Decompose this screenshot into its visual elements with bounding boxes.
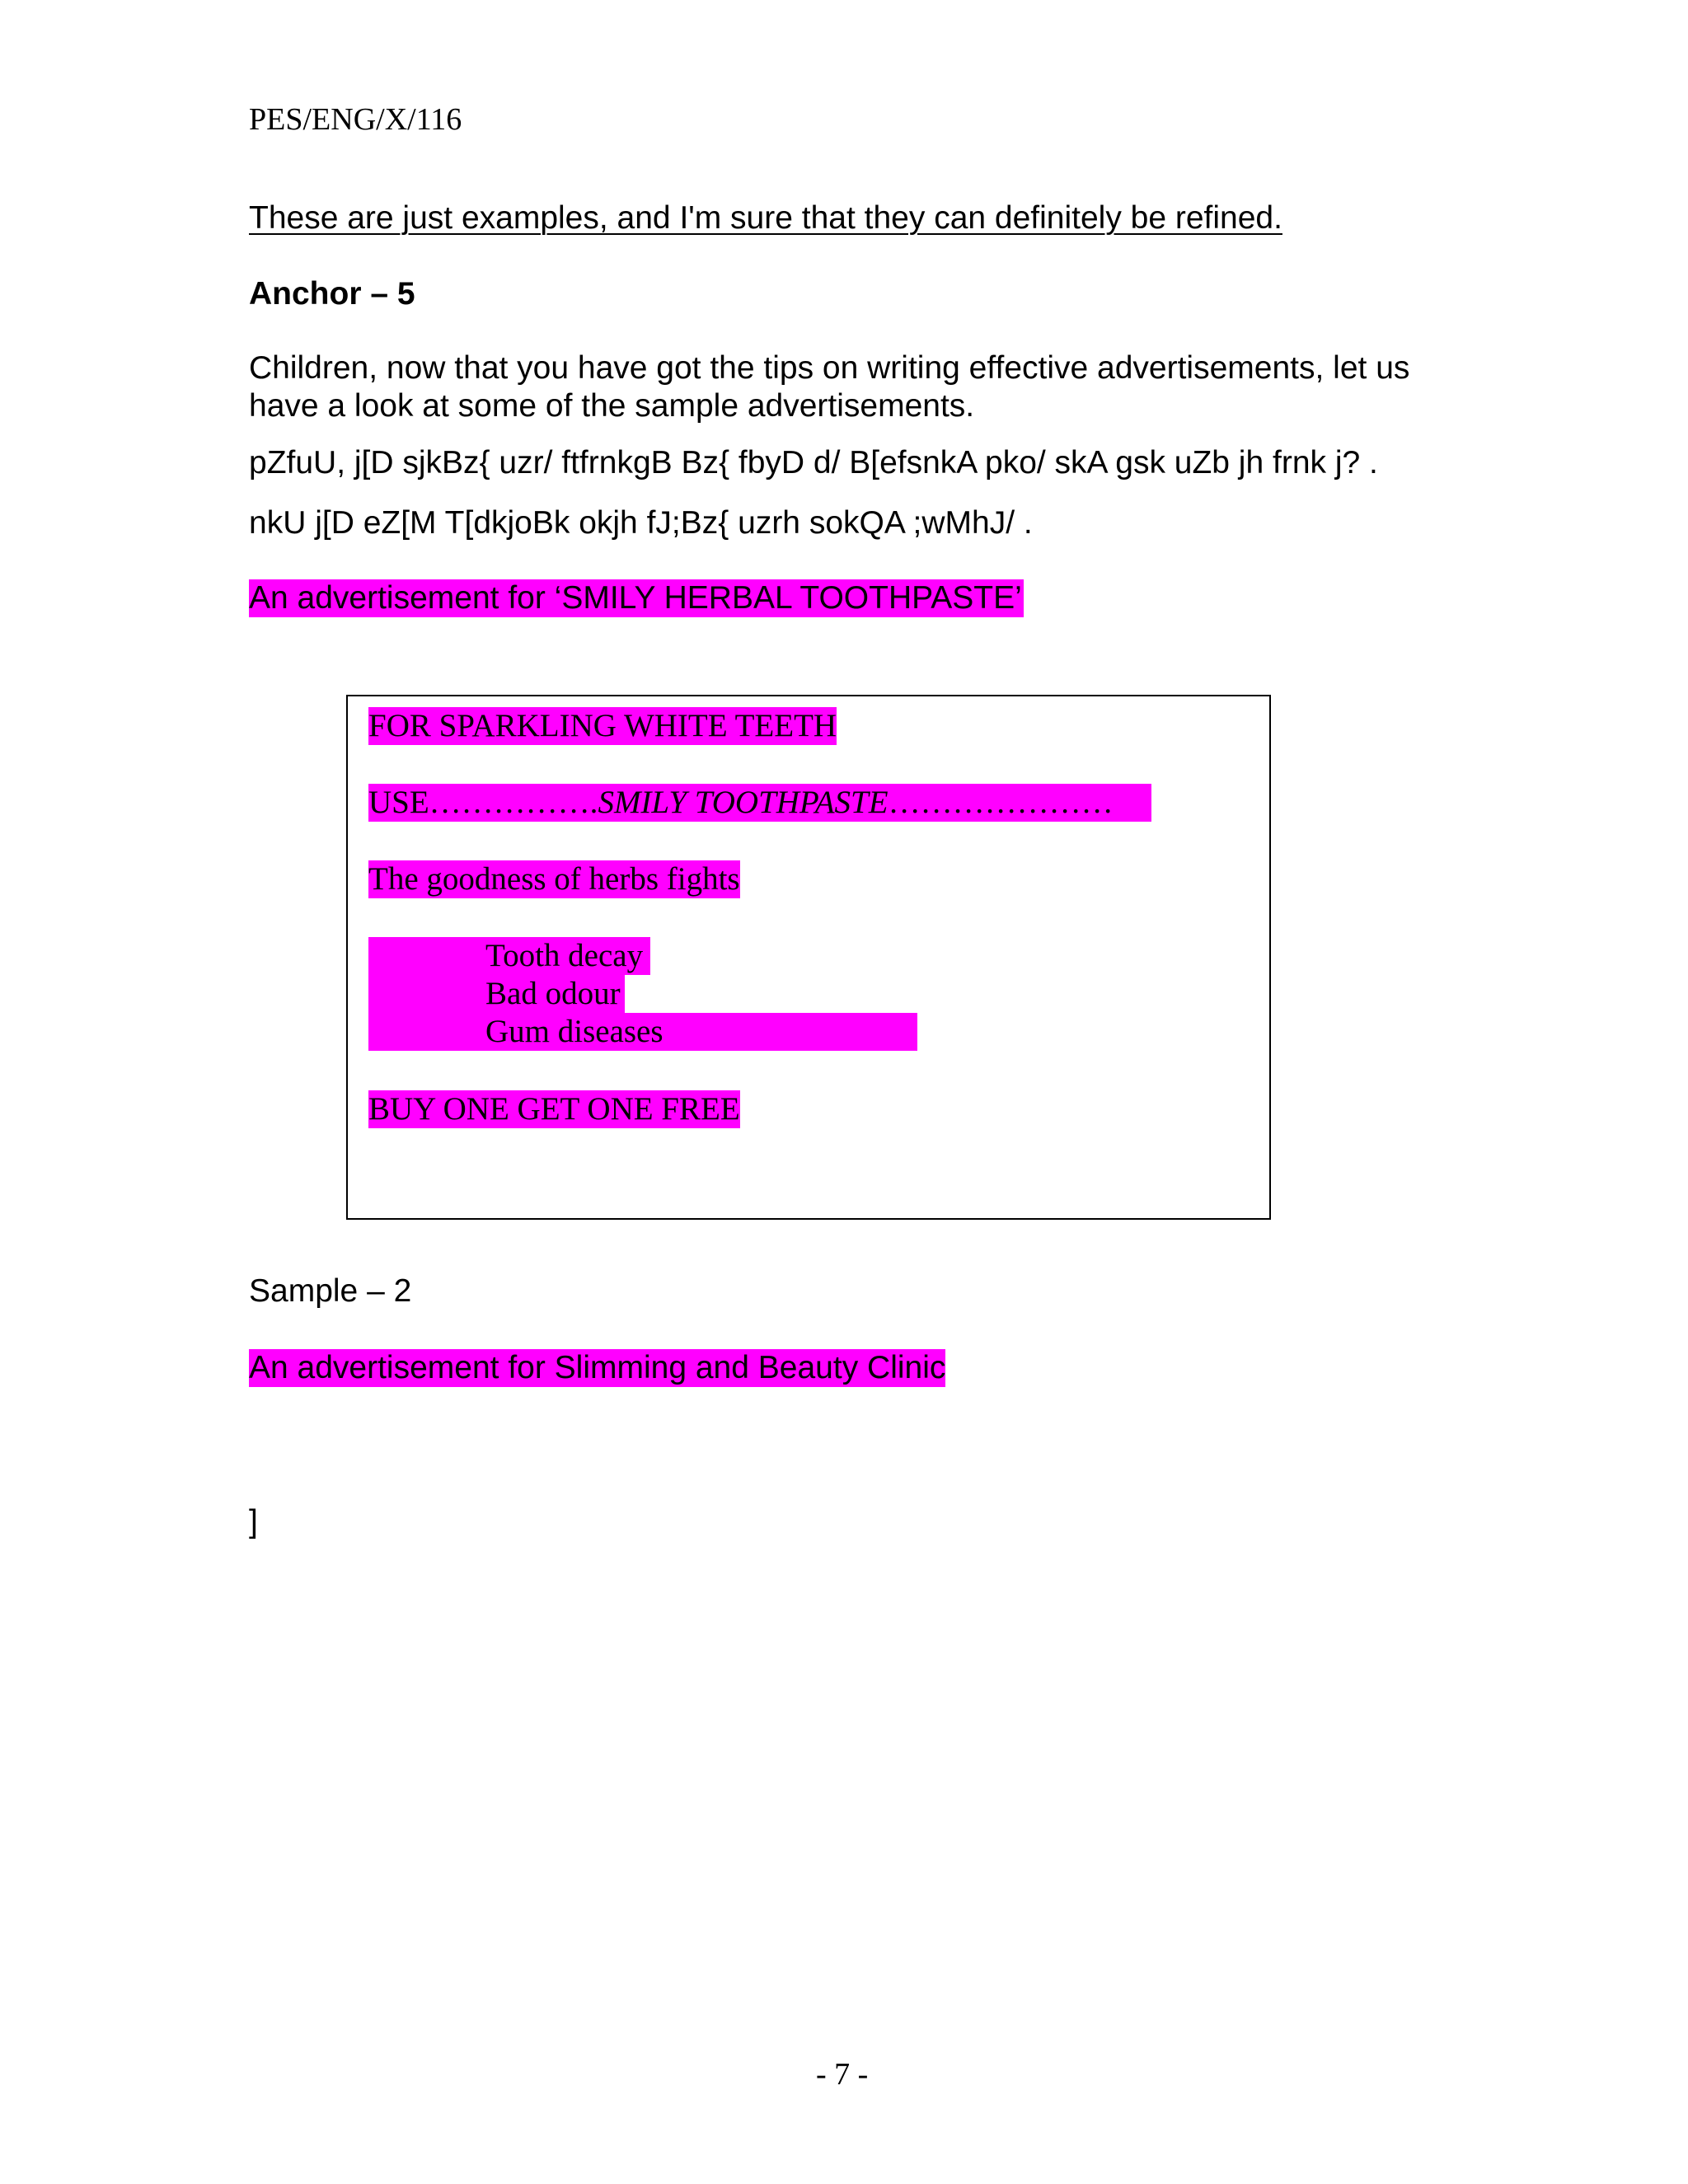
ad-use-line <box>368 784 1151 822</box>
ad-offer: BUY ONE GET ONE FREE <box>368 1091 740 1127</box>
sample-2-label: Sample – 2 <box>249 1273 412 1309</box>
benefit-gum-diseases: Gum diseases <box>485 1014 663 1049</box>
list-item <box>368 1013 917 1051</box>
punjabi-paragraph-2: nkU j[D eZ[M T[dkjoBk okjh fJ;Bz{ uzrh sokQA ;wMhJ/ . <box>249 505 1033 541</box>
document-code: PES/ENG/X/116 <box>249 102 462 137</box>
intro-paragraph: Children, now that you have got the tips on writing effective advertisements, let us have a look at some of the sample advertisements. <box>249 350 1410 424</box>
stray-bracket: ] <box>249 1504 258 1540</box>
intro-note: These are just examples, and I'm sure that they can definitely be refined. <box>249 200 1282 236</box>
ad-brand-name: SMILY TOOTHPASTE <box>598 785 889 820</box>
sample-2-title: An advertisement for Slimming and Beauty Clinic <box>249 1350 946 1385</box>
ad-benefits-list <box>368 937 917 1051</box>
ad-use-suffix: ………………… <box>888 785 1114 820</box>
punjabi-paragraph-1: pZfuU, j[D sjkBz{ uzr/ ftfrnkgB Bz{ fbyD d/ B[efsnkA pko/ skA gsk uZb jh frnk j? . <box>249 445 1378 480</box>
sample-1-title: An advertisement for ‘SMILY HERBAL TOOTHPASTE’ <box>249 580 1022 616</box>
page-number: - 7 - <box>816 2057 869 2092</box>
anchor-heading: Anchor – 5 <box>249 276 415 312</box>
benefit-tooth-decay: Tooth decay <box>485 938 644 973</box>
benefit-bad-odour: Bad odour <box>485 976 621 1011</box>
ad-headline: FOR SPARKLING WHITE TEETH <box>368 708 837 743</box>
list-item <box>368 975 625 1013</box>
list-item <box>368 937 650 975</box>
ad-use-prefix: USE……………. <box>368 785 598 820</box>
ad-goodness-line: The goodness of herbs fights <box>368 861 740 897</box>
